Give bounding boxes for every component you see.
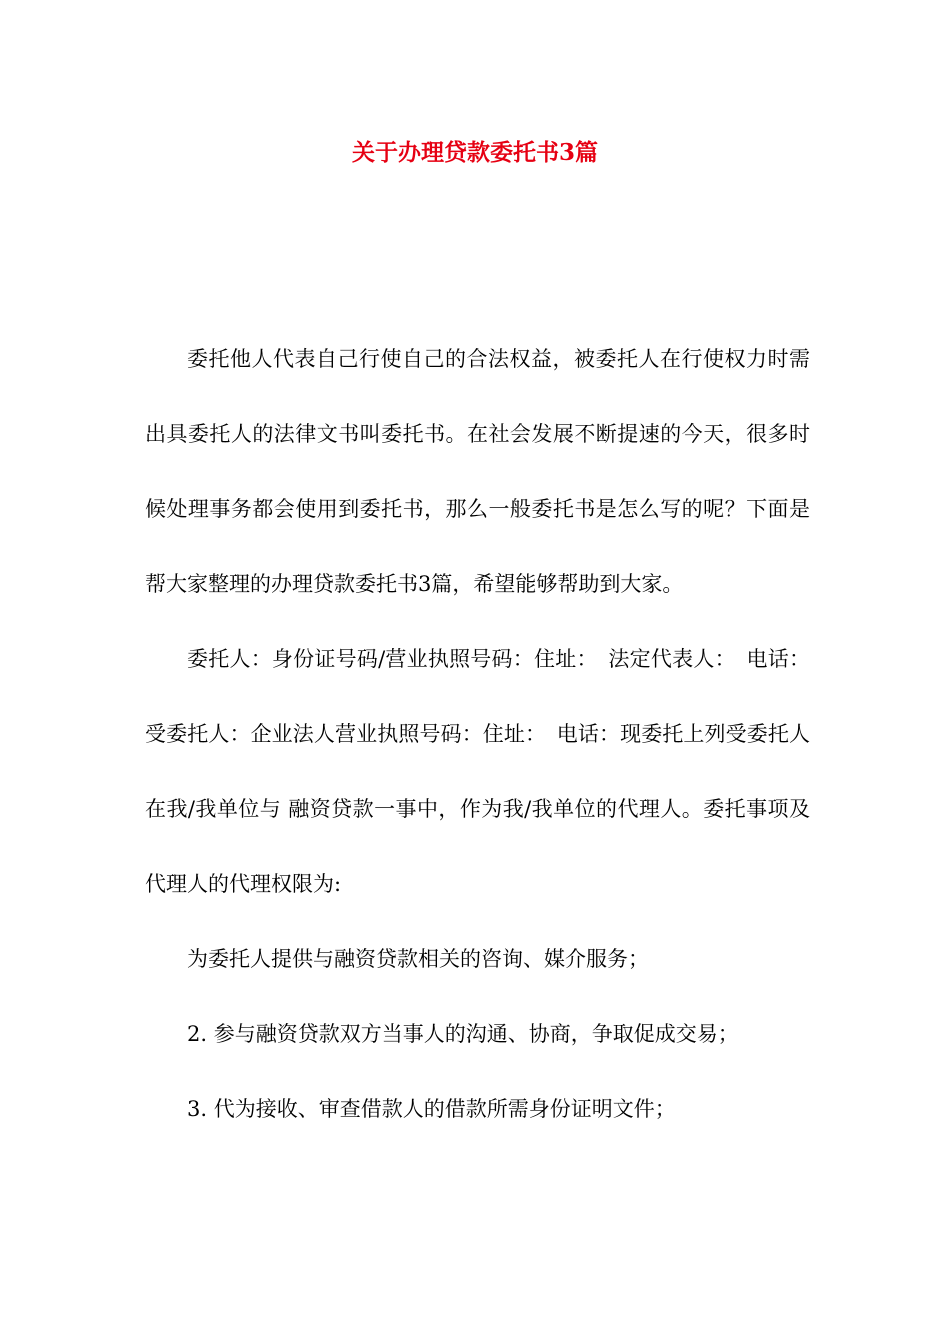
- document-title: 关于办理贷款委托书3篇: [351, 139, 598, 166]
- intro-paragraph: 委托他人代表自己行使自己的合法权益，被委托人在行使权力时需出具委托人的法律文书叫委托书。在社会发展不断提速的今天，很多时候处理事务都会使用到委托书，那么一般委托书是怎么写的呢？下面是帮大家整理的办理贷款委托书3篇，希望能够帮助到大家。: [145, 347, 810, 596]
- authority-item-3: 3. 代为接收、审查借款人的借款所需身份证明文件；: [187, 1097, 676, 1121]
- document-body: [145, 322, 810, 1147]
- parties-paragraph: 委托人：身份证号码/营业执照号码：住址： 法定代表人： 电话：受委托人：企业法人营业执照号码：住址： 电话：现委托上列受委托人在我/我单位与 融资贷款一事中，作为我/我单位的代理人。委托事项及代理人的代理权限为:: [145, 647, 810, 896]
- authority-item-2: 2. 参与融资贷款双方当事人的沟通、协商，争取促成交易；: [187, 1022, 739, 1046]
- authority-item-1: 为委托人提供与融资贷款相关的咨询、媒介服务；: [187, 947, 649, 971]
